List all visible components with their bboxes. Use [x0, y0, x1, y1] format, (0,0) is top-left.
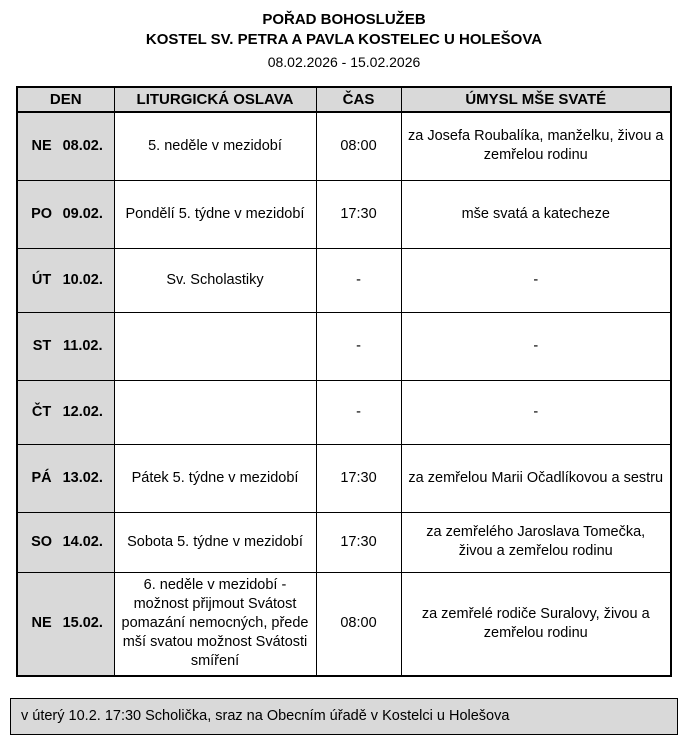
day-cell [17, 512, 114, 572]
table-row [17, 512, 671, 572]
liturgy-cell [114, 312, 316, 380]
intention-cell: - [401, 312, 671, 380]
table-row [17, 572, 671, 676]
table-row [17, 180, 671, 248]
day-date: 12.02. [62, 403, 103, 420]
table-row [17, 444, 671, 512]
liturgy-cell: Sobota 5. týdne v mezidobí [114, 512, 316, 572]
day-abbr: ÚT [31, 271, 52, 288]
day-cell [17, 180, 114, 248]
time-cell: 17:30 [316, 180, 401, 248]
time-cell: - [316, 248, 401, 312]
intention-cell: za zemřelého Jaroslava Tomečka, živou a zemřelou rodinu [401, 512, 671, 572]
day-date: 09.02. [62, 205, 103, 222]
liturgy-cell: Pondělí 5. týdne v mezidobí [114, 180, 316, 248]
day-cell [17, 380, 114, 444]
schedule-table [16, 86, 672, 677]
table-row [17, 112, 671, 180]
intention-cell: za zemřelé rodiče Suralovy, živou a zemřelou rodinu [401, 572, 671, 676]
intention-cell: za zemřelou Marii Očadlíkovou a sestru [401, 444, 671, 512]
liturgy-cell: 5. neděle v mezidobí [114, 112, 316, 180]
date-range: 08.02.2026 - 15.02.2026 [267, 54, 421, 70]
table-row [17, 312, 671, 380]
day-date: 13.02. [62, 469, 103, 486]
day-cell [17, 572, 114, 676]
intention-cell: mše svatá a katecheze [401, 180, 671, 248]
table-row [17, 380, 671, 444]
day-date: 14.02. [62, 533, 103, 550]
day-cell [17, 312, 114, 380]
day-date: 11.02. [62, 337, 103, 354]
day-abbr: NE [31, 137, 52, 154]
day-abbr: ČT [31, 403, 52, 420]
intention-cell: - [401, 248, 671, 312]
table-header-row [17, 87, 671, 112]
day-date: 08.02. [62, 137, 103, 154]
day-cell [17, 248, 114, 312]
liturgy-cell: Pátek 5. týdne v mezidobí [114, 444, 316, 512]
column-header-den: DEN [17, 87, 114, 112]
day-abbr: ST [32, 337, 52, 354]
footer-note: v úterý 10.2. 17:30 Scholička, sraz na Obecním úřadě v Kostelci u Holešova [10, 698, 678, 735]
time-cell: 17:30 [316, 444, 401, 512]
day-cell [17, 444, 114, 512]
day-abbr: PO [31, 205, 53, 222]
liturgy-cell: Sv. Scholastiky [114, 248, 316, 312]
page-title: POŘAD BOHOSLUŽEB [262, 11, 426, 28]
day-cell [17, 112, 114, 180]
column-header-umysl: ÚMYSL MŠE SVATÉ [401, 87, 671, 112]
page-subtitle: KOSTEL SV. PETRA A PAVLA KOSTELEC U HOLEŠOVA [145, 31, 543, 48]
liturgy-cell: 6. neděle v mezidobí - možnost přijmout Svátost pomazání nemocných, přede mší svatou možnost Svátosti smíření [114, 572, 316, 676]
day-abbr: NE [31, 615, 52, 632]
intention-cell: za Josefa Roubalíka, manželku, živou a zemřelou rodinu [401, 112, 671, 180]
liturgy-cell [114, 380, 316, 444]
day-date: 10.02. [62, 271, 103, 288]
day-abbr: SO [31, 533, 53, 550]
time-cell: - [316, 312, 401, 380]
time-cell: 17:30 [316, 512, 401, 572]
time-cell: 08:00 [316, 112, 401, 180]
time-cell: - [316, 380, 401, 444]
table-row [17, 248, 671, 312]
column-header-cas: ČAS [316, 87, 401, 112]
column-header-liturgicka-oslava: LITURGICKÁ OSLAVA [114, 87, 316, 112]
day-abbr: PÁ [31, 469, 52, 486]
intention-cell: - [401, 380, 671, 444]
time-cell: 08:00 [316, 572, 401, 676]
day-date: 15.02. [62, 615, 103, 632]
